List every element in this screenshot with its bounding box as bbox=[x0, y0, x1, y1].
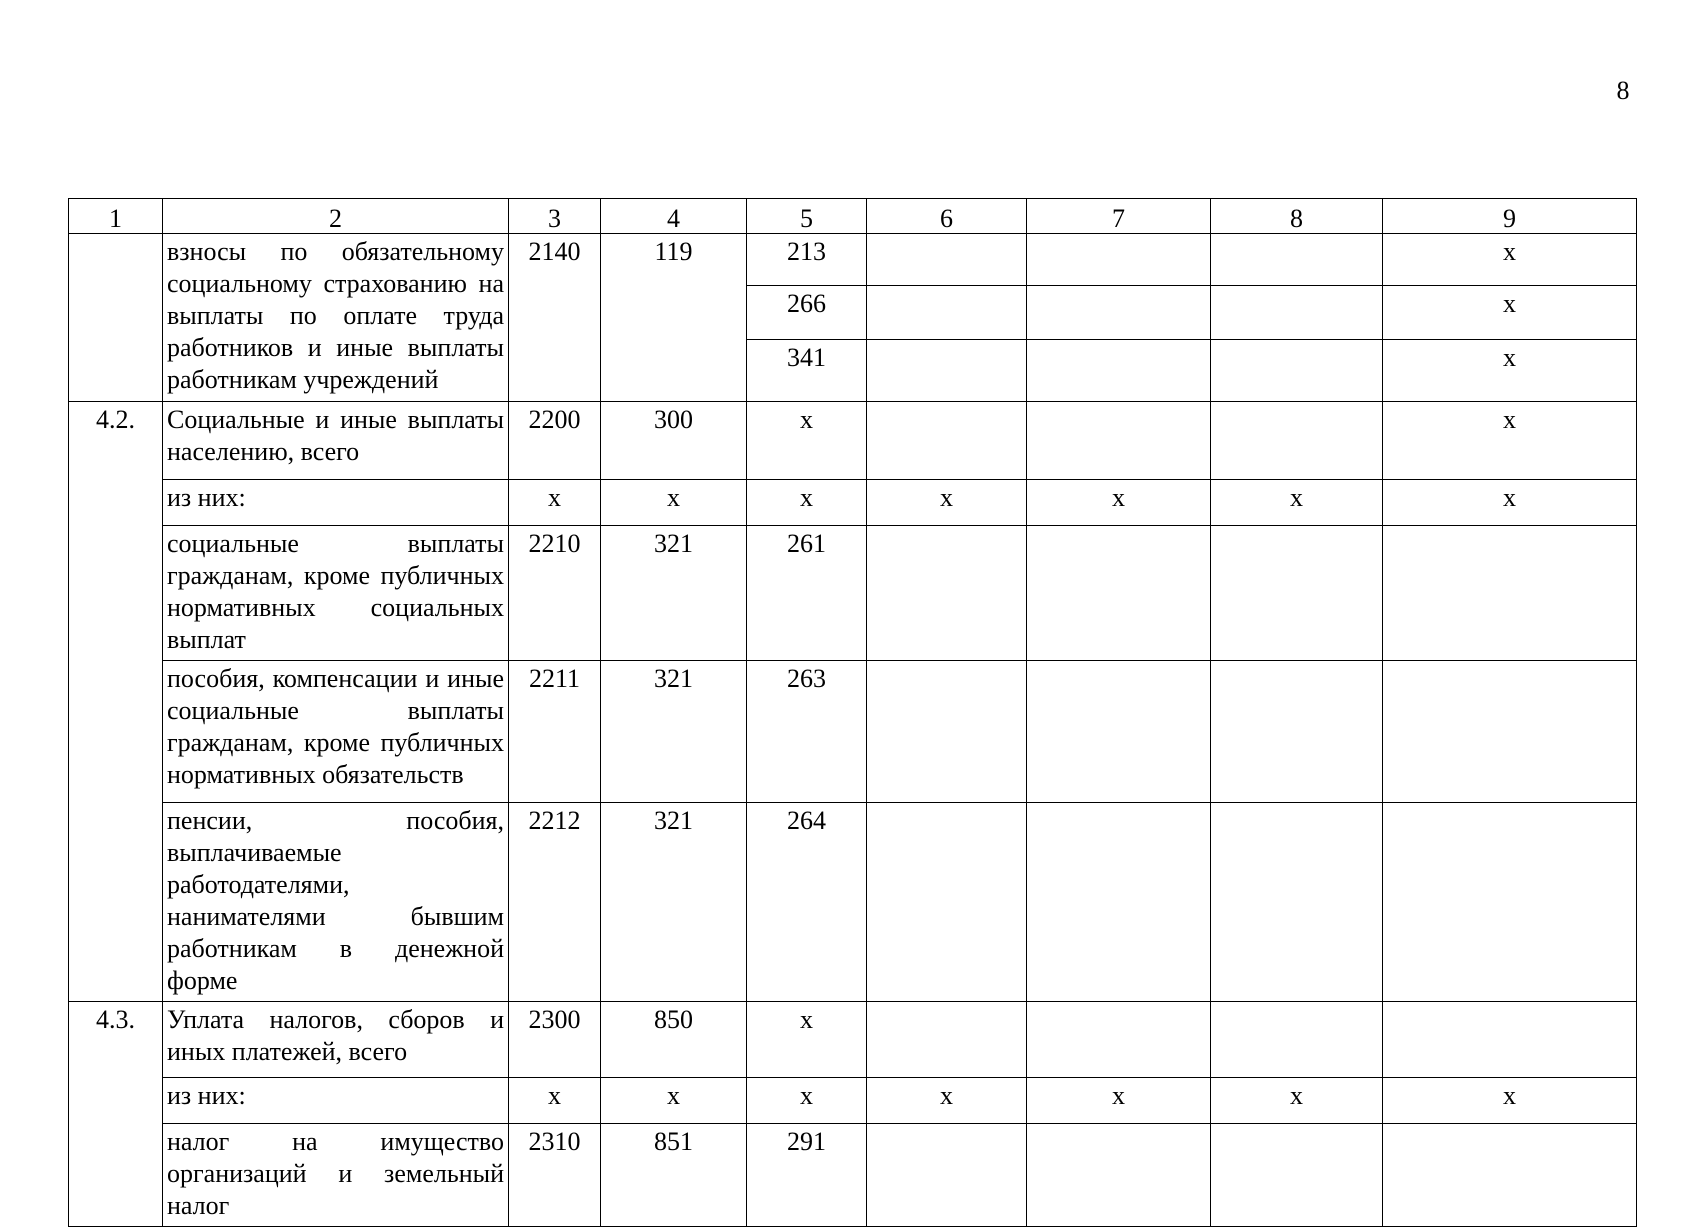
cell-col-6 bbox=[867, 402, 1027, 480]
header-col-1: 1 bbox=[69, 199, 163, 234]
row-expense-kind: 851 bbox=[601, 1124, 747, 1227]
cell-col-7 bbox=[1027, 340, 1211, 402]
cell-col-7 bbox=[1027, 286, 1211, 340]
table-row bbox=[69, 480, 1637, 526]
table-row bbox=[69, 402, 1637, 480]
cell-col-7 bbox=[1027, 526, 1211, 661]
table-row bbox=[69, 1078, 1637, 1124]
table-row bbox=[69, 1002, 1637, 1078]
header-row bbox=[69, 199, 1637, 234]
cell-col-9 bbox=[1383, 1124, 1637, 1227]
cell-col-8 bbox=[1211, 402, 1383, 480]
cell-col-9: х bbox=[1383, 1078, 1637, 1124]
cell-col-9: х bbox=[1383, 234, 1637, 286]
row-code: 2300 bbox=[509, 1002, 601, 1078]
row-code: 2211 bbox=[509, 661, 601, 803]
cell-col-7 bbox=[1027, 234, 1211, 286]
table-row bbox=[69, 1124, 1637, 1227]
row-number bbox=[69, 234, 163, 402]
row-expense-kind: 119 bbox=[601, 234, 747, 402]
cell-col-6: х bbox=[867, 1078, 1027, 1124]
cell-col-9: х bbox=[1383, 340, 1637, 402]
cell-col-6 bbox=[867, 340, 1027, 402]
row-code: 2140 bbox=[509, 234, 601, 402]
row-expense-kind: 850 bbox=[601, 1002, 747, 1078]
cell-col-9 bbox=[1383, 526, 1637, 661]
page-number: 8 bbox=[1616, 76, 1630, 105]
cell-col-8: х bbox=[1211, 1078, 1383, 1124]
row-kosgu: х bbox=[747, 402, 867, 480]
cell-col-4: х bbox=[601, 1078, 747, 1124]
cell-col-6 bbox=[867, 1124, 1027, 1227]
cell-col-3: х bbox=[509, 480, 601, 526]
cell-col-6 bbox=[867, 526, 1027, 661]
cell-col-9: х bbox=[1383, 286, 1637, 340]
row-description: из них: bbox=[163, 480, 509, 526]
row-description: из них: bbox=[163, 1078, 509, 1124]
cell-col-6 bbox=[867, 234, 1027, 286]
cell-col-8 bbox=[1211, 234, 1383, 286]
cell-col-7 bbox=[1027, 803, 1211, 1002]
table-row bbox=[69, 526, 1637, 661]
row-kosgu: 341 bbox=[747, 340, 867, 402]
table-row bbox=[69, 661, 1637, 803]
header-col-5: 5 bbox=[747, 199, 867, 234]
header-col-8: 8 bbox=[1211, 199, 1383, 234]
row-description: пенсии, пособия, выплачиваемые работодателями, нанимателями бывшим работникам в денежной форме bbox=[163, 803, 509, 1002]
cell-col-9 bbox=[1383, 1002, 1637, 1078]
row-description: социальные выплаты гражданам, кроме публичных нормативных социальных выплат bbox=[163, 526, 509, 661]
row-kosgu: х bbox=[747, 1002, 867, 1078]
cell-col-8 bbox=[1211, 526, 1383, 661]
cell-col-9: х bbox=[1383, 480, 1637, 526]
row-kosgu: 266 bbox=[747, 286, 867, 340]
cell-col-8 bbox=[1211, 340, 1383, 402]
cell-col-6 bbox=[867, 1002, 1027, 1078]
row-description: налог на имущество организаций и земельный налог bbox=[163, 1124, 509, 1227]
row-code: 2310 bbox=[509, 1124, 601, 1227]
cell-col-6 bbox=[867, 803, 1027, 1002]
header-col-4: 4 bbox=[601, 199, 747, 234]
header-col-6: 6 bbox=[867, 199, 1027, 234]
cell-col-5: х bbox=[747, 1078, 867, 1124]
cell-col-8: х bbox=[1211, 480, 1383, 526]
cell-col-6 bbox=[867, 661, 1027, 803]
row-description: взносы по обязательному социальному страхованию на выплаты по оплате труда работников и иные выплаты работникам учреждений bbox=[163, 234, 509, 402]
row-expense-kind: 321 bbox=[601, 661, 747, 803]
cell-col-8 bbox=[1211, 286, 1383, 340]
cell-col-8 bbox=[1211, 1124, 1383, 1227]
cell-col-7 bbox=[1027, 661, 1211, 803]
cell-col-8 bbox=[1211, 803, 1383, 1002]
table-row bbox=[69, 803, 1637, 1002]
cell-col-7 bbox=[1027, 1124, 1211, 1227]
cell-col-7 bbox=[1027, 402, 1211, 480]
row-code: 2210 bbox=[509, 526, 601, 661]
row-number: 4.3. bbox=[69, 1002, 163, 1227]
row-kosgu: 263 bbox=[747, 661, 867, 803]
header-col-3: 3 bbox=[509, 199, 601, 234]
row-code: 2212 bbox=[509, 803, 601, 1002]
row-number: 4.2. bbox=[69, 402, 163, 1002]
cell-col-3: х bbox=[509, 1078, 601, 1124]
cell-col-6: х bbox=[867, 480, 1027, 526]
cell-col-8 bbox=[1211, 1002, 1383, 1078]
cell-col-9 bbox=[1383, 661, 1637, 803]
header-col-9: 9 bbox=[1383, 199, 1637, 234]
row-expense-kind: 321 bbox=[601, 803, 747, 1002]
cell-col-7: х bbox=[1027, 480, 1211, 526]
cell-col-7 bbox=[1027, 1002, 1211, 1078]
row-expense-kind: 321 bbox=[601, 526, 747, 661]
row-kosgu: 261 bbox=[747, 526, 867, 661]
cell-col-6 bbox=[867, 286, 1027, 340]
header-col-2: 2 bbox=[163, 199, 509, 234]
row-kosgu: 213 bbox=[747, 234, 867, 286]
row-kosgu: 264 bbox=[747, 803, 867, 1002]
table-row bbox=[69, 234, 1637, 286]
row-expense-kind: 300 bbox=[601, 402, 747, 480]
row-description: пособия, компенсации и иные социальные выплаты гражданам, кроме публичных нормативных обязательств bbox=[163, 661, 509, 803]
cell-col-7: х bbox=[1027, 1078, 1211, 1124]
header-col-7: 7 bbox=[1027, 199, 1211, 234]
row-description: Социальные и иные выплаты населению, всего bbox=[163, 402, 509, 480]
cell-col-4: х bbox=[601, 480, 747, 526]
cell-col-5: х bbox=[747, 480, 867, 526]
cell-col-9 bbox=[1383, 803, 1637, 1002]
cell-col-8 bbox=[1211, 661, 1383, 803]
row-kosgu: 291 bbox=[747, 1124, 867, 1227]
budget-table bbox=[68, 198, 1637, 1227]
row-code: 2200 bbox=[509, 402, 601, 480]
row-description: Уплата налогов, сборов и иных платежей, всего bbox=[163, 1002, 509, 1078]
cell-col-9: х bbox=[1383, 402, 1637, 480]
